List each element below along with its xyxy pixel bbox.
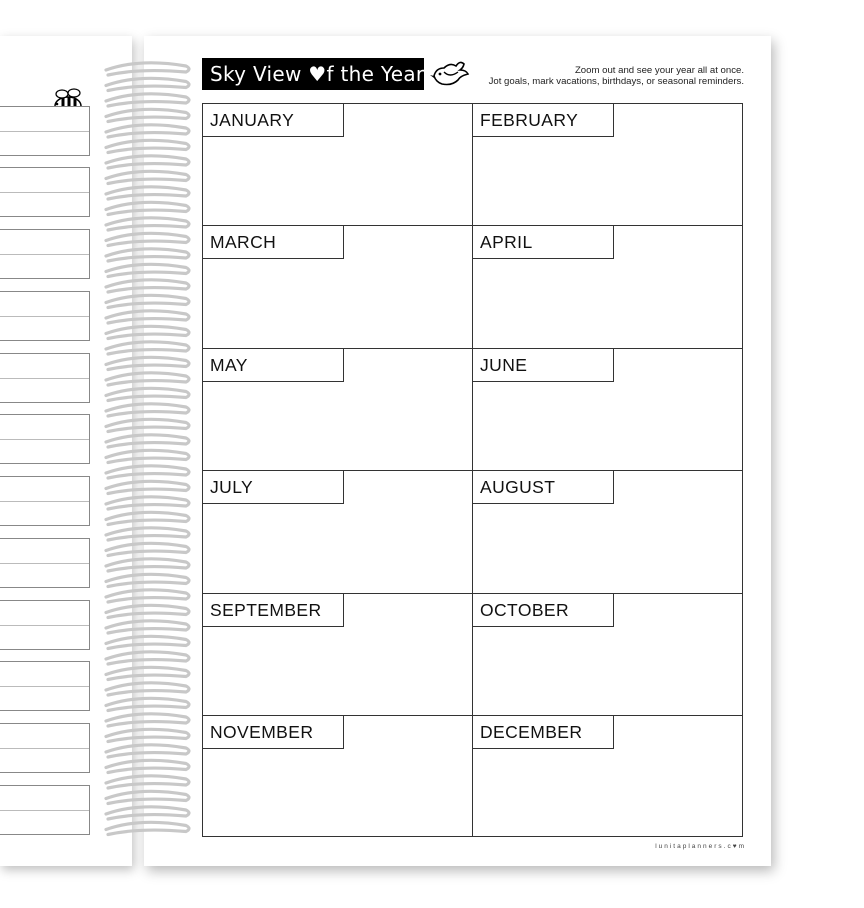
spiral-coil — [106, 698, 189, 710]
month-label: SEPTEMBER — [203, 594, 344, 627]
spiral-coil — [106, 202, 189, 214]
month-label: AUGUST — [473, 471, 614, 504]
spiral-coil — [106, 295, 189, 307]
spiral-coil — [106, 249, 189, 261]
month-box-may[interactable] — [203, 349, 473, 471]
month-label: FEBRUARY — [473, 104, 614, 137]
spiral-coil — [106, 683, 189, 695]
spiral-coil — [106, 63, 189, 75]
spiral-coil — [106, 652, 189, 664]
spiral-coil — [106, 729, 189, 741]
left-writing-box — [0, 538, 90, 588]
spiral-coil — [106, 512, 189, 524]
month-box-july[interactable] — [203, 471, 473, 594]
month-label: JUNE — [473, 349, 614, 382]
spiral-coil — [106, 342, 189, 354]
page-subtitle — [414, 65, 744, 87]
spiral-coil — [106, 714, 189, 726]
month-grid — [202, 103, 743, 837]
left-writing-box — [0, 167, 90, 217]
spiral-coil — [106, 667, 189, 679]
month-label: OCTOBER — [473, 594, 614, 627]
left-writing-box — [0, 600, 90, 650]
spiral-coil — [106, 388, 189, 400]
spiral-coil — [106, 559, 189, 571]
spiral-coil — [106, 373, 189, 385]
month-box-june[interactable] — [473, 349, 743, 471]
spiral-coil — [106, 807, 189, 819]
footer-brand: lunitaplanners.c♥m — [655, 843, 746, 850]
spiral-coil — [106, 125, 189, 137]
month-label: DECEMBER — [473, 716, 614, 749]
spiral-binding — [100, 56, 196, 846]
spiral-coil — [106, 171, 189, 183]
spiral-coil — [106, 605, 189, 617]
left-writing-box — [0, 723, 90, 773]
left-writing-box — [0, 661, 90, 711]
spiral-coil — [106, 156, 189, 168]
month-label: JANUARY — [203, 104, 344, 137]
left-writing-box — [0, 476, 90, 526]
spiral-coil — [106, 636, 189, 648]
spiral-coil — [106, 574, 189, 586]
spiral-coil — [106, 745, 189, 757]
spiral-coil — [106, 357, 189, 369]
month-label: NOVEMBER — [203, 716, 344, 749]
month-box-september[interactable] — [203, 594, 473, 716]
spiral-coil — [106, 94, 189, 106]
spiral-coil — [106, 404, 189, 416]
spiral-coil — [106, 621, 189, 633]
left-writing-box — [0, 414, 90, 464]
month-label: APRIL — [473, 226, 614, 259]
spiral-coil — [106, 140, 189, 152]
month-box-december[interactable] — [473, 716, 743, 836]
month-box-february[interactable] — [473, 104, 743, 226]
month-box-march[interactable] — [203, 226, 473, 349]
spiral-coil — [106, 481, 189, 493]
spiral-coil — [106, 280, 189, 292]
spiral-coil — [106, 109, 189, 121]
spiral-coil — [106, 326, 189, 338]
spiral-coil — [106, 528, 189, 540]
spiral-coil — [106, 791, 189, 803]
left-writing-box — [0, 291, 90, 341]
left-writing-box — [0, 785, 90, 835]
page-title: Sky View ♥f the Year — [202, 58, 424, 90]
spiral-coil — [106, 233, 189, 245]
subtitle-line-1: Zoom out and see your year all at once. — [574, 65, 744, 76]
spiral-coil — [106, 466, 189, 478]
spiral-coil — [106, 543, 189, 555]
month-box-january[interactable] — [203, 104, 473, 226]
subtitle-line-2: Jot goals, mark vacations, birthdays, or seasonal reminders. — [488, 76, 744, 87]
spiral-coil — [106, 187, 189, 199]
left-writing-box — [0, 106, 90, 156]
spiral-coil — [106, 264, 189, 276]
spiral-coil — [106, 760, 189, 772]
month-box-august[interactable] — [473, 471, 743, 594]
month-box-april[interactable] — [473, 226, 743, 349]
spiral-coil — [106, 435, 189, 447]
spiral-coil — [106, 590, 189, 602]
spiral-coil — [106, 497, 189, 509]
left-writing-box — [0, 353, 90, 403]
spiral-coil — [106, 419, 189, 431]
month-label: JULY — [203, 471, 344, 504]
month-box-october[interactable] — [473, 594, 743, 716]
spiral-coil — [106, 311, 189, 323]
spiral-coil — [106, 822, 189, 834]
spiral-coil — [106, 218, 189, 230]
spiral-coil — [106, 78, 189, 90]
spiral-coil — [106, 776, 189, 788]
spiral-coil — [106, 450, 189, 462]
month-label: MAY — [203, 349, 344, 382]
month-box-november[interactable] — [203, 716, 473, 836]
month-label: MARCH — [203, 226, 344, 259]
left-writing-box — [0, 229, 90, 279]
